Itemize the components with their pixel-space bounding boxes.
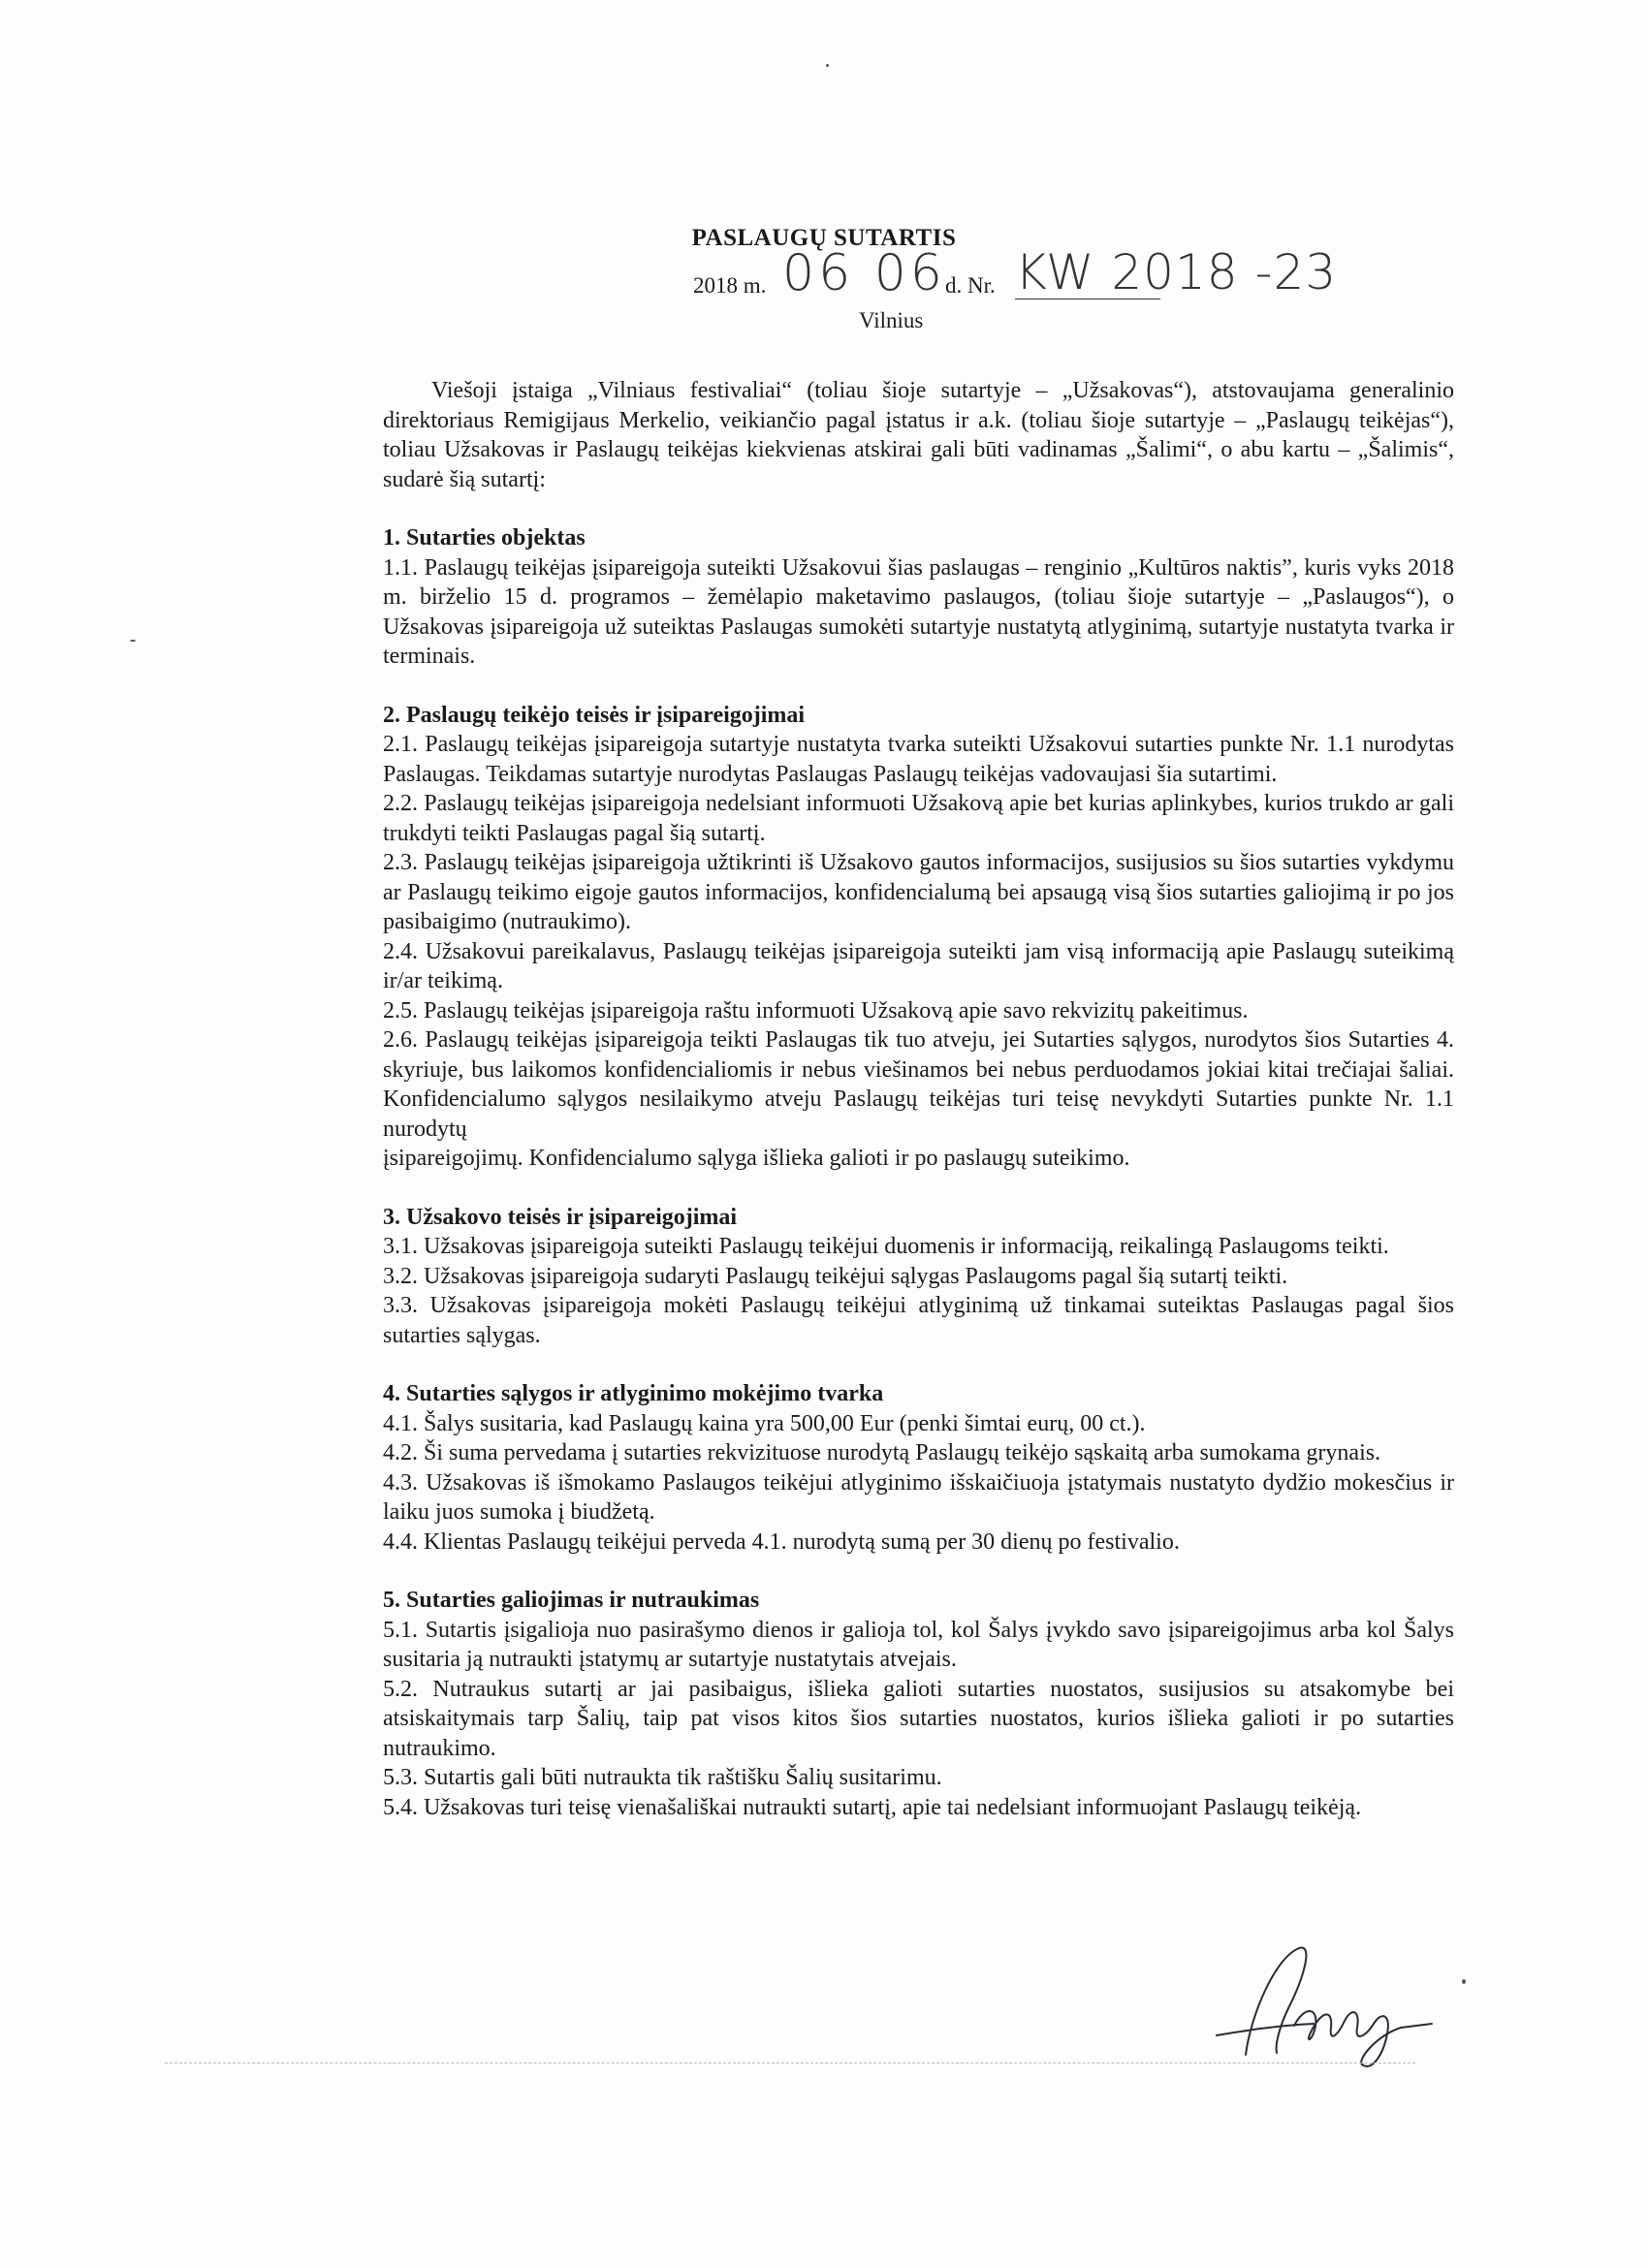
clause: 4.2. Ši suma pervedama į sutarties rekvizituose nurodytą Paslaugų teikėjo sąskaitą arba sumokama grynais.: [383, 1440, 1381, 1465]
section-title: 5. Sutarties galiojimas ir nutraukimas: [383, 1588, 760, 1613]
section: [383, 1379, 1454, 1557]
section: [383, 1203, 1454, 1351]
clause: 5.2. Nutraukus sutartį ar jai pasibaigus, išlieka galioti sutarties nuostatos, susijusios su atsakomybe bei atsiskaitymais tarp Šalių, taip pat visos kitos šios sutarties nuostatos, kurios išlieka galioti ir po sutarties nutraukimo.: [383, 1676, 1454, 1761]
city: Vilnius: [859, 308, 924, 332]
clause: 2.3. Paslaugų teikėjas įsipareigoja užtikrinti iš Užsakovo gautos informacijos, susijusios su šios sutarties vykdymu ar Paslaugų teikimo eigoje gautos informacijos, konfidencialumą bei apsaugą visą šios sutarties galiojimą ir po jos pasibaigimo (nutraukimo).: [383, 850, 1454, 934]
clause: 3.1. Užsakovas įsipareigoja suteikti Paslaugų teikėjui duomenis ir informaciją, reikalingą Paslaugoms teikti.: [383, 1234, 1389, 1259]
clause: 2.5. Paslaugų teikėjas įsipareigoja raštu informuoti Užsakovą apie savo rekvizitų pakeitimus.: [383, 997, 1249, 1024]
section-title: 4. Sutarties sąlygos ir atlyginimo mokėjimo tvarka: [383, 1381, 884, 1406]
handwritten-number: KW 2018 -23: [1015, 244, 1338, 300]
section: [383, 701, 1454, 1174]
intro-paragraph: Viešoji įstaiga „Vilniaus festivaliai“ (toliau šioje sutartyje – „Užsakovas“), atstovaujama generalinio direktoriaus Remigijaus Merkelio, veikiančio pagal įstatus ir a.k. (toliau šioje sutartyje – „Paslaugų teikėjas“), toliau Užsakovas ir Paslaugų teikėjas kiekvienas atskirai gali būti vadinamas „Šalimi“, o abu kartu – „Šalimis“, sudarė šią sutartį:: [383, 378, 1454, 492]
year-label: 2018 m.: [693, 273, 767, 298]
clause: įsipareigojimų. Konfidencialumo sąlyga išlieka galioti ir po paslaugų suteikimo.: [383, 1146, 1130, 1171]
scan-speck: [130, 640, 136, 642]
clause: 4.3. Užsakovas iš išmokamo Paslaugos teikėjui atlyginimo išskaičiuoja įstatymais nustatyto dydžio mokesčius ir laiku juos sumoka į biudžetą.: [383, 1469, 1454, 1525]
section-title: 2. Paslaugų teikėjo teisės ir įsipareigojimai: [383, 702, 806, 728]
section-title: 3. Užsakovo teisės ir įsipareigojimai: [383, 1204, 738, 1230]
clause: 5.3. Sutartis gali būti nutraukta tik raštišku Šalių susitarimu.: [383, 1765, 942, 1790]
clause: 3.3. Užsakovas įsipareigoja mokėti Paslaugų teikėjui atlyginimą už tinkamai suteiktas Paslaugas pagal šios sutarties sąlygas.: [383, 1293, 1454, 1348]
scan-speck: [1462, 1979, 1466, 1984]
clause: 3.2. Užsakovas įsipareigoja sudaryti Paslaugų teikėjui sąlygas Paslaugoms pagal šią sutartį teikti.: [383, 1263, 1288, 1289]
date-line: [693, 244, 1338, 302]
section: [383, 523, 1454, 672]
clause: 2.1. Paslaugų teikėjas įsipareigoja sutartyje nustatyta tvarka suteikti Užsakovui sutarties punkte Nr. 1.1 nurodytas Paslaugas. Teikdamas sutartyje nurodytas Paslaugas Paslaugų teikėjas vadovaujasi šia sutartimi.: [383, 732, 1454, 787]
handwritten-date: 06 06: [782, 244, 946, 302]
clause: 2.2. Paslaugų teikėjas įsipareigoja nedelsiant informuoti Užsakovą apie bet kurias aplinkybes, kurios trukdo ar gali trukdyti teikti Paslaugas pagal šią sutartį.: [383, 791, 1454, 846]
scan-speck: [826, 64, 829, 67]
section: [383, 1586, 1454, 1822]
clause: 2.6. Paslaugų teikėjas įsipareigoja teikti Paslaugas tik tuo atveju, jei Sutarties sąlygos, nurodytos šios Sutarties 4. skyriuje, bus laikomos konfidencialiomis ir nebus viešinamos bei nebus perduodamos jokiai kitai trečiajai šaliai. Konfidencialumo sąlygos nesilaikymo atveju Paslaugų teikėjas turi teisę nevykdyti Sutarties punkte Nr. 1.1 nurodytų: [383, 1027, 1454, 1142]
document-title: PASLAUGŲ SUTARTIS: [691, 225, 957, 251]
clause: 5.4. Užsakovas turi teisę vienašališkai nutraukti sutartį, apie tai nedelsiant informuojant Paslaugų teikėją.: [383, 1794, 1362, 1820]
clause: 5.1. Sutartis įsigalioja nuo pasirašymo dienos ir galioja tol, kol Šalys įvykdo savo įsipareigojimus arba kol Šalys susitaria ją nutraukti įstatymų ar sutartyje nustatytais atvejais.: [383, 1617, 1454, 1672]
clause: 2.4. Užsakovui pareikalavus, Paslaugų teikėjas įsipareigoja suteikti jam visą informaciją apie Paslaugų suteikimą ir/ar teikimą.: [383, 938, 1454, 993]
signature-icon: [1207, 1938, 1440, 2074]
section-title: 1. Sutarties objektas: [383, 525, 586, 551]
number-label: d. Nr.: [945, 273, 996, 298]
clause: 4.1. Šalys susitaria, kad Paslaugų kaina yra 500,00 Eur (penki šimtai eurų, 00 ct.).: [383, 1410, 1146, 1436]
clause: 4.4. Klientas Paslaugų teikėjui perveda 4.1. nurodytą sumą per 30 dienų po festivalio.: [383, 1528, 1180, 1555]
clause: 1.1. Paslaugų teikėjas įsipareigoja suteikti Užsakovui šias paslaugas – renginio „Kultūros naktis”, kuris vyks 2018 m. birželio 15 d. programos – žemėlapio maketavimo paslaugos, (toliau šioje sutartyje – „Paslaugos“), o Užsakovas įsipareigoja už suteiktas Paslaugas sumokėti sutartyje nustatytą atlyginimą, sutartyje nustatyta tvarka ir terminais.: [383, 554, 1454, 669]
contract-sections: [383, 523, 1454, 1822]
